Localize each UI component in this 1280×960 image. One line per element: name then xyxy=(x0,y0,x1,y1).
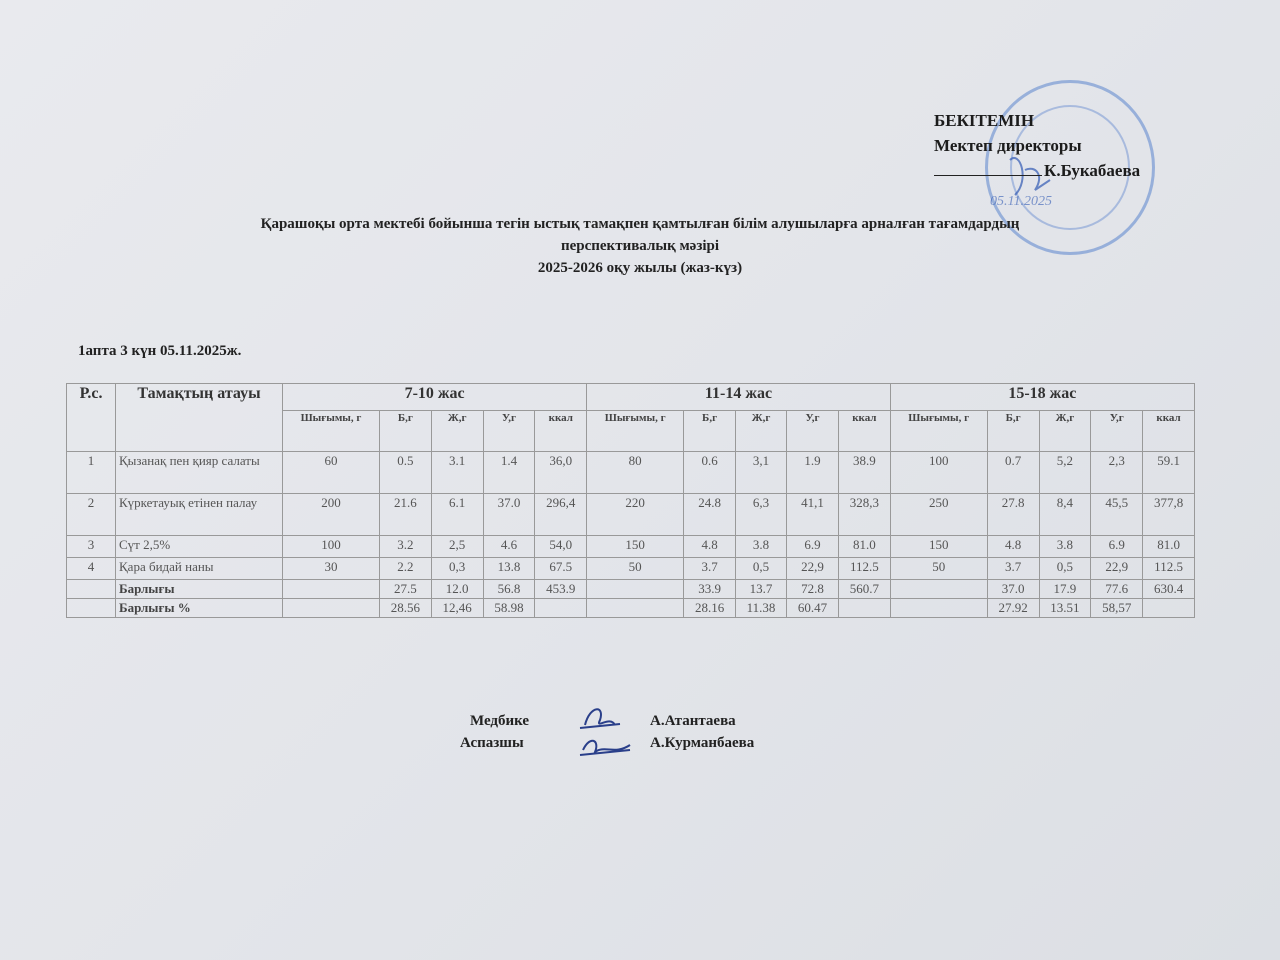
value-cell: 4.8 xyxy=(684,536,736,558)
value-cell: 2.2 xyxy=(379,558,431,580)
value-cell: 3,1 xyxy=(735,452,786,494)
value-cell: 6.9 xyxy=(787,536,839,558)
value-cell: 3.8 xyxy=(735,536,786,558)
value-cell: 36,0 xyxy=(535,452,587,494)
value-cell: 41,1 xyxy=(787,494,839,536)
value-cell: 54,0 xyxy=(535,536,587,558)
value-cell: 4.8 xyxy=(987,536,1039,558)
day-label: 1апта 3 күн 05.11.2025ж. xyxy=(78,343,242,359)
subcolumn-header: ккал xyxy=(838,411,890,452)
value-cell: 72.8 xyxy=(787,580,839,599)
subcolumn-header: Б,г xyxy=(684,411,736,452)
value-cell: 6.1 xyxy=(431,494,483,536)
value-cell: 112.5 xyxy=(838,558,890,580)
value-cell: 60.47 xyxy=(787,599,839,618)
empty-cell xyxy=(67,580,116,599)
value-cell: 58.98 xyxy=(483,599,535,618)
value-cell: 0,3 xyxy=(431,558,483,580)
approval-position: Мектеп директоры xyxy=(934,136,1082,155)
value-cell: 12.0 xyxy=(431,580,483,599)
row-number: 4 xyxy=(67,558,116,580)
value-cell: 67.5 xyxy=(535,558,587,580)
value-cell: 0.5 xyxy=(379,452,431,494)
value-cell: 22,9 xyxy=(1091,558,1143,580)
value-cell: 30 xyxy=(283,558,380,580)
signature-role: Аспазшы xyxy=(460,735,524,751)
value-cell xyxy=(890,599,987,618)
empty-cell xyxy=(67,599,116,618)
signature-name: А.Атантаева xyxy=(650,713,736,729)
value-cell: 13.7 xyxy=(735,580,786,599)
subcolumn-header: Б,г xyxy=(379,411,431,452)
value-cell: 453.9 xyxy=(535,580,587,599)
header-num: Р.с. xyxy=(67,384,116,452)
percent-label: Барлығы % xyxy=(116,599,283,618)
value-cell: 3.1 xyxy=(431,452,483,494)
value-cell: 13.51 xyxy=(1039,599,1091,618)
value-cell: 22,9 xyxy=(787,558,839,580)
subcolumn-header: Б,г xyxy=(987,411,1039,452)
subcolumn-header: У,г xyxy=(1091,411,1143,452)
dish-name: Күркетауық етінен палау xyxy=(116,494,283,536)
subcolumn-header: Ж,г xyxy=(1039,411,1091,452)
value-cell xyxy=(283,580,380,599)
row-number: 3 xyxy=(67,536,116,558)
value-cell: 5,2 xyxy=(1039,452,1091,494)
value-cell xyxy=(587,580,684,599)
value-cell: 28.16 xyxy=(684,599,736,618)
subcolumn-header: Ж,г xyxy=(431,411,483,452)
value-cell: 27.8 xyxy=(987,494,1039,536)
value-cell: 0,5 xyxy=(735,558,786,580)
value-cell xyxy=(535,599,587,618)
value-cell: 56.8 xyxy=(483,580,535,599)
value-cell: 200 xyxy=(283,494,380,536)
value-cell: 80 xyxy=(587,452,684,494)
subcolumn-header: Шығымы, г xyxy=(587,411,684,452)
value-cell: 2,3 xyxy=(1091,452,1143,494)
value-cell: 3.2 xyxy=(379,536,431,558)
group-header: 15-18 жас xyxy=(890,384,1194,411)
value-cell: 50 xyxy=(587,558,684,580)
value-cell: 0.6 xyxy=(684,452,736,494)
row-number: 2 xyxy=(67,494,116,536)
value-cell: 58,57 xyxy=(1091,599,1143,618)
value-cell: 112.5 xyxy=(1143,558,1195,580)
value-cell: 12,46 xyxy=(431,599,483,618)
value-cell: 100 xyxy=(283,536,380,558)
group-header: 11-14 жас xyxy=(587,384,891,411)
title-line-1: Қарашоқы орта мектебі бойынша тегін ыстық тамақпен қамтылған білім алушыларға арналған тағамдардың xyxy=(260,216,1020,232)
dish-name: Сүт 2,5% xyxy=(116,536,283,558)
value-cell: 11.38 xyxy=(735,599,786,618)
percent-row xyxy=(67,599,1195,618)
handwritten-signatures xyxy=(575,700,645,765)
table-row xyxy=(67,536,1195,558)
table-row xyxy=(67,494,1195,536)
value-cell: 560.7 xyxy=(838,580,890,599)
value-cell: 630.4 xyxy=(1143,580,1195,599)
subcolumn-header: ккал xyxy=(535,411,587,452)
value-cell: 77.6 xyxy=(1091,580,1143,599)
value-cell: 377,8 xyxy=(1143,494,1195,536)
value-cell: 328,3 xyxy=(838,494,890,536)
value-cell: 0,5 xyxy=(1039,558,1091,580)
table-row xyxy=(67,558,1195,580)
subcolumn-header: У,г xyxy=(787,411,839,452)
value-cell: 45,5 xyxy=(1091,494,1143,536)
value-cell: 4.6 xyxy=(483,536,535,558)
value-cell: 8,4 xyxy=(1039,494,1091,536)
value-cell: 60 xyxy=(283,452,380,494)
table-row xyxy=(67,452,1195,494)
value-cell: 1.9 xyxy=(787,452,839,494)
value-cell xyxy=(838,599,890,618)
value-cell xyxy=(890,580,987,599)
group-header: 7-10 жас xyxy=(283,384,587,411)
value-cell: 81.0 xyxy=(838,536,890,558)
value-cell: 6.9 xyxy=(1091,536,1143,558)
value-cell: 0.7 xyxy=(987,452,1039,494)
value-cell: 296,4 xyxy=(535,494,587,536)
value-cell: 2,5 xyxy=(431,536,483,558)
row-number: 1 xyxy=(67,452,116,494)
value-cell: 59.1 xyxy=(1143,452,1195,494)
value-cell: 13.8 xyxy=(483,558,535,580)
value-cell xyxy=(587,599,684,618)
document-title xyxy=(0,213,1280,279)
dish-name: Қызанақ пен қияр салаты xyxy=(116,452,283,494)
total-label: Барлығы xyxy=(116,580,283,599)
subcolumn-header: Шығымы, г xyxy=(890,411,987,452)
subcolumn-header: ккал xyxy=(1143,411,1195,452)
value-cell: 17.9 xyxy=(1039,580,1091,599)
approval-name: К.Букабаева xyxy=(1044,161,1141,180)
value-cell: 3.8 xyxy=(1039,536,1091,558)
value-cell: 27.92 xyxy=(987,599,1039,618)
value-cell: 24.8 xyxy=(684,494,736,536)
value-cell: 220 xyxy=(587,494,684,536)
approval-heading: БЕКІТЕМІН xyxy=(934,111,1035,130)
signature-line xyxy=(934,175,1042,176)
value-cell xyxy=(1143,599,1195,618)
title-line-2: перспективалық мәзірі xyxy=(560,238,720,254)
value-cell: 3.7 xyxy=(987,558,1039,580)
value-cell: 37.0 xyxy=(987,580,1039,599)
value-cell: 81.0 xyxy=(1143,536,1195,558)
value-cell: 21.6 xyxy=(379,494,431,536)
value-cell: 3.7 xyxy=(684,558,736,580)
value-cell: 150 xyxy=(587,536,684,558)
value-cell: 250 xyxy=(890,494,987,536)
approval-block xyxy=(934,108,1140,183)
value-cell: 27.5 xyxy=(379,580,431,599)
value-cell xyxy=(283,599,380,618)
value-cell: 100 xyxy=(890,452,987,494)
value-cell: 150 xyxy=(890,536,987,558)
signature-name: А.Курманбаева xyxy=(650,735,755,751)
value-cell: 50 xyxy=(890,558,987,580)
value-cell: 6,3 xyxy=(735,494,786,536)
value-cell: 37.0 xyxy=(483,494,535,536)
title-line-3: 2025-2026 оқу жылы (жаз-күз) xyxy=(537,260,743,276)
subcolumn-header: У,г xyxy=(483,411,535,452)
subcolumn-header: Шығымы, г xyxy=(283,411,380,452)
subcolumn-header: Ж,г xyxy=(735,411,786,452)
value-cell: 38.9 xyxy=(838,452,890,494)
dish-name: Қара бидай наны xyxy=(116,558,283,580)
signature-role: Медбике xyxy=(470,713,530,729)
header-name: Тамақтың атауы xyxy=(116,384,283,452)
value-cell: 33.9 xyxy=(684,580,736,599)
total-row xyxy=(67,580,1195,599)
stamp-date: 05.11.2025 xyxy=(990,194,1052,209)
value-cell: 28.56 xyxy=(379,599,431,618)
menu-table xyxy=(66,383,1195,618)
value-cell: 1.4 xyxy=(483,452,535,494)
